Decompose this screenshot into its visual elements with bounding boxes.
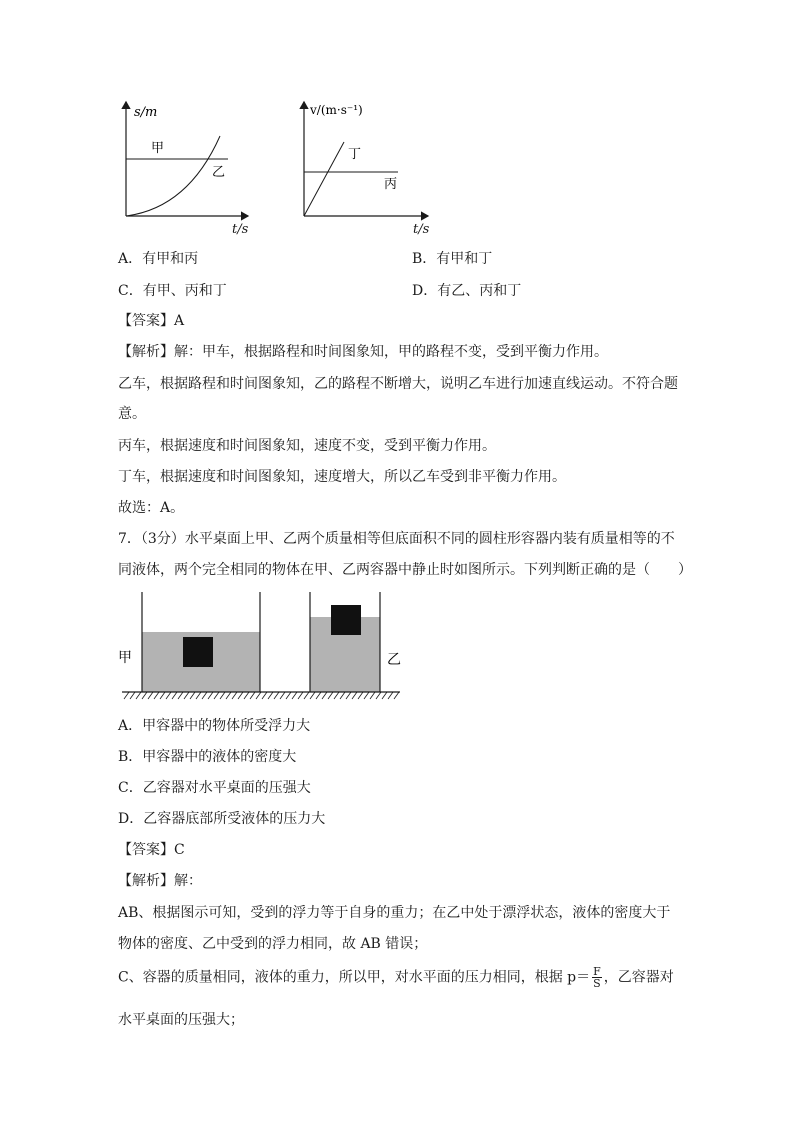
hatch-mark [250,692,255,699]
analysis-line: 乙车，根据路程和时间图象知，乙的路程不断增大，说明乙车进行加速直线运动。不符合题 [118,376,678,392]
hatch-mark [130,692,135,699]
hatch-mark [376,692,381,699]
option-b: B．有甲和丁 [412,251,493,267]
analysis-line: 水平桌面的压强大； [118,1012,244,1028]
hatch-mark [172,692,177,699]
hatch-mark [184,692,189,699]
label-yi: 乙 [212,165,226,180]
hatch-mark [148,692,153,699]
analysis-line: 【解析】解：甲车，根据路程和时间图象知，甲的路程不变，受到平衡力作用。 [118,344,608,360]
x-axis-label: t/s [232,222,249,237]
object-yi [331,605,361,635]
object-jia [183,637,213,667]
hatch-mark [292,692,297,699]
hatch-mark [352,692,357,699]
option-a: A．甲容器中的物体所受浮力大 [118,718,311,734]
analysis-line: 意。 [118,406,146,422]
label-yi: 乙 [387,652,401,668]
containers-figure [112,590,412,702]
analysis-line: 丙车，根据速度和时间图象知，速度不变，受到平衡力作用。 [118,438,496,454]
hatch-mark [238,692,243,699]
hatch-mark [142,692,147,699]
hatch-mark [388,692,393,699]
hatch-mark [214,692,219,699]
line-ding [304,142,344,216]
hatch-mark [394,692,399,699]
hatch-mark [202,692,207,699]
hatch-mark [346,692,351,699]
question-stem: 同液体，两个完全相同的物体在甲、乙两容器中静止时如图所示。下列判断正确的是（ ） [118,562,692,578]
hatch-mark [328,692,333,699]
hatch-mark [160,692,165,699]
y-axis-label: v/(m·s⁻¹) [310,103,363,117]
fraction-denominator: S [593,977,601,990]
analysis-line: AB、根据图示可知，受到的浮力等于自身的重力；在乙中处于漂浮状态，液体的密度大于 [118,905,671,921]
analysis-head: 【解析】解： [118,873,202,889]
hatch-mark [262,692,267,699]
answer: 【答案】A [118,313,185,329]
table-hatch [124,692,399,699]
label-bing: 丙 [384,177,398,192]
hatch-mark [154,692,159,699]
label-jia: 甲 [151,141,165,156]
hatch-mark [268,692,273,699]
hatch-mark [274,692,279,699]
hatch-mark [190,692,195,699]
analysis-line: 丁车，根据速度和时间图象知，速度增大，所以乙车受到非平衡力作用。 [118,469,566,485]
hatch-mark [334,692,339,699]
v-t-graph [288,96,438,236]
hatch-mark [220,692,225,699]
answer: 【答案】C [118,842,185,858]
y-axis-label: s/m [134,105,158,120]
hatch-mark [382,692,387,699]
curve-yi [126,136,220,216]
hatch-mark [256,692,261,699]
option-b: B．甲容器中的液体的密度大 [118,749,297,765]
hatch-mark [136,692,141,699]
hatch-mark [316,692,321,699]
hatch-mark [322,692,327,699]
x-axis-label: t/s [413,222,430,237]
hatch-mark [178,692,183,699]
hatch-mark [280,692,285,699]
question-stem: 7．（3分）水平桌面上甲、乙两个质量相等但底面积不同的圆柱形容器内装有质量相等的不 [118,531,675,547]
option-c: C．有甲、丙和丁 [118,283,227,299]
hatch-mark [196,692,201,699]
hatch-mark [124,692,129,699]
hatch-mark [304,692,309,699]
hatch-mark [298,692,303,699]
option-d: D．有乙、丙和丁 [412,283,522,299]
hatch-mark [244,692,249,699]
s-t-graph [108,96,258,236]
hatch-mark [226,692,231,699]
hatch-mark [166,692,171,699]
option-c: C．乙容器对水平桌面的压强大 [118,780,311,796]
c-line-after: ，乙容器对 [603,969,674,986]
analysis-line: 物体的密度、乙中受到的浮力相同，故 AB 错误； [118,936,428,952]
hatch-mark [364,692,369,699]
hatch-mark [208,692,213,699]
hatch-mark [286,692,291,699]
option-d: D．乙容器底部所受液体的压力大 [118,811,326,827]
hatch-mark [340,692,345,699]
hatch-mark [310,692,315,699]
fraction-numerator: F [593,965,601,978]
fraction [592,966,602,989]
label-ding: 丁 [348,147,362,162]
analysis-line: 故选：A。 [118,500,185,516]
hatch-mark [232,692,237,699]
option-a: A．有甲和丙 [118,251,199,267]
c-line-before: C、容器的质量相同，液体的重力，所以甲，对水平面的压力相同，根据 p＝ [118,969,591,986]
analysis-line-c [118,966,674,989]
hatch-mark [370,692,375,699]
label-jia: 甲 [118,650,132,666]
hatch-mark [358,692,363,699]
